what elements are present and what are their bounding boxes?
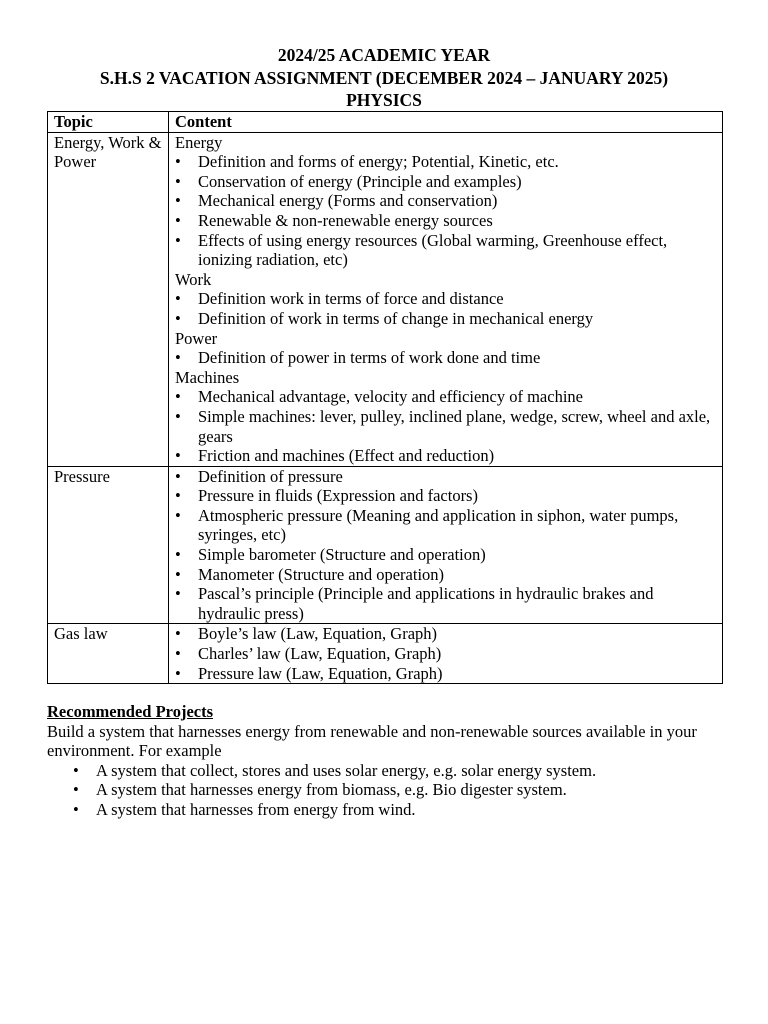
list-item: • Definition of pressure	[175, 467, 716, 487]
section-heading: Work	[175, 269, 212, 289]
list-item: • Simple barometer (Structure and operation)	[175, 545, 716, 565]
academic-year-title: 2024/25 ACADEMIC YEAR	[277, 45, 491, 65]
recommended-projects-section	[47, 702, 727, 820]
list-item: • Conservation of energy (Principle and examples)	[175, 172, 716, 192]
bullet-list	[175, 387, 716, 465]
section-heading: Machines	[175, 367, 240, 387]
section-heading: Energy	[175, 132, 223, 152]
projects-intro: Build a system that harnesses energy from renewable and non-renewable sources available in your environment. For example	[47, 721, 697, 761]
bullet-list	[175, 467, 716, 624]
list-item: • Pressure law (Law, Equation, Graph)	[175, 664, 716, 684]
document-header	[0, 44, 768, 112]
list-item: • Definition of power in terms of work done and time	[175, 348, 716, 368]
topics-table	[47, 111, 723, 684]
bullet-list	[175, 624, 716, 683]
topic-cell: Energy, Work & Power	[48, 132, 169, 466]
list-item: • Renewable & non-renewable energy sources	[175, 211, 716, 231]
list-item: • Atmospheric pressure (Meaning and application in siphon, water pumps, syringes, etc)	[175, 506, 716, 545]
topic-cell: Gas law	[48, 624, 169, 684]
list-item: • Simple machines: lever, pulley, inclined plane, wedge, screw, wheel and axle, gears	[175, 407, 716, 446]
content-cell	[169, 132, 723, 466]
list-item: • A system that collect, stores and uses solar energy, e.g. solar energy system.	[47, 761, 727, 781]
list-item: • A system that harnesses energy from biomass, e.g. Bio digester system.	[47, 780, 727, 800]
list-item: • Definition and forms of energy; Potential, Kinetic, etc.	[175, 152, 716, 172]
list-item: • Boyle’s law (Law, Equation, Graph)	[175, 624, 716, 644]
table-row	[48, 132, 723, 466]
content-column-header: Content	[169, 112, 723, 133]
list-item: • Friction and machines (Effect and reduction)	[175, 446, 716, 466]
list-item: • Definition work in terms of force and distance	[175, 289, 716, 309]
section-heading: Power	[175, 328, 218, 348]
topic-column-header: Topic	[48, 112, 169, 133]
projects-list	[47, 761, 727, 820]
list-item: • Manometer (Structure and operation)	[175, 565, 716, 585]
topic-cell: Pressure	[48, 466, 169, 624]
bullet-list	[175, 289, 716, 328]
table-header-row	[48, 112, 723, 133]
table-row	[48, 466, 723, 624]
content-cell	[169, 624, 723, 684]
list-item: • Mechanical advantage, velocity and efficiency of machine	[175, 387, 716, 407]
list-item: • Pascal’s principle (Principle and applications in hydraulic brakes and hydraulic press)	[175, 584, 716, 623]
list-item: • Definition of work in terms of change in mechanical energy	[175, 309, 716, 329]
list-item: • Mechanical energy (Forms and conservation)	[175, 191, 716, 211]
content-cell	[169, 466, 723, 624]
projects-heading: Recommended Projects	[47, 702, 214, 721]
list-item: • Charles’ law (Law, Equation, Graph)	[175, 644, 716, 664]
list-item: • Effects of using energy resources (Global warming, Greenhouse effect, ionizing radiation, etc)	[175, 231, 716, 270]
bullet-list	[175, 152, 716, 270]
list-item: • Pressure in fluids (Expression and factors)	[175, 486, 716, 506]
assignment-title: S.H.S 2 VACATION ASSIGNMENT (DECEMBER 2024 – JANUARY 2025)	[99, 67, 669, 88]
table-row	[48, 624, 723, 684]
bullet-list	[175, 348, 716, 368]
subject-title: PHYSICS	[346, 90, 422, 110]
list-item: • A system that harnesses from energy from wind.	[47, 800, 727, 820]
